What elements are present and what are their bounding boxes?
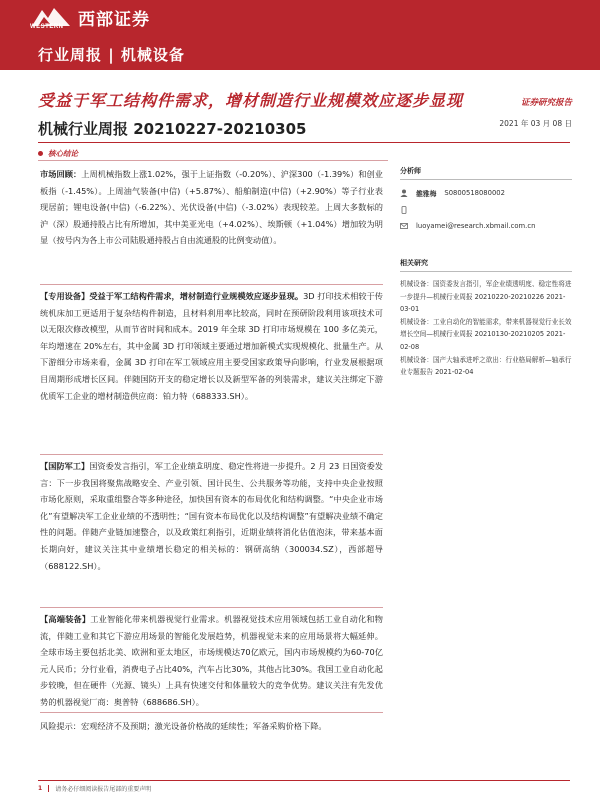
section-divider [40,454,383,455]
report-label: 证券研究报告 [520,98,572,108]
section-lead: 【高端装备】 [40,614,91,624]
paragraph [40,166,383,249]
section-divider [40,607,383,608]
header-band [0,0,600,70]
section-defense [40,458,383,574]
section-risk [40,718,383,735]
paragraph [40,458,383,574]
related-divider [400,271,572,272]
related-list [400,278,572,379]
section-text: 上周机械指数上涨1.02%，强于上证指数（-0.20%）、沪深300（-1.39%）和创业板指（-1.45%）。上周油气装备(中信)（+5.87%）、船舶制造(中信)（+2.90%）等子行业表现居前；锂电设备(中信)（-6.22%）、光伏设备(中信)（-3.02%）表现较差。上周大多数标的沪（深）股通持股占比有所增加，其中美亚光电（+4.02%）、埃斯顿（+1.04%）增加较为明显（按号内为各上市公司陆股通持股占自由流通股的比例变动值）。 [40,169,383,246]
report-date: 2021 年 03 月 08 日 [499,119,572,128]
section-high-end-equipment [40,611,383,711]
footer-disclaimer: 请务必仔细阅读报告尾部的重要声明 [55,786,152,793]
section-text: 国资委发言指引，军工企业绩효明度、稳定性将进一步提升。2 月 23 日国资委发言：下一步我国将聚焦战略安全、产业引领、国计民生、公共服务等功能，支持中央企业按照市场化原则，采取重组整合等多种途径，加快国有资本的布局优化和结构调整。“中央企业市场化”有望解决军工企业业绩的不透明性；“国有资本布局优化以及结构调整”有望解决业绩不确定性的问题。伴随产业链加速整合，以及政策红利指引，近期业绩将消化估值泡沫，带来基本面长期向好，建议关注其中业绩增长稳定的相关标的：钢研高纳（300034.SZ），西部超导（688122.SH）。 [40,461,383,571]
sidebar [400,166,572,379]
analyst-name: 雒雅梅 [416,190,437,198]
footer [38,784,151,793]
analyst-cert: S0800518080002 [444,189,505,197]
page-number: 1 [38,785,43,792]
section-text: 3D 打印技术相较于传统机床加工更适用于复杂结构件制造，且材料利用率比较高，同时在预研阶段利用该项技术可以无限次修改模型，从而节省时间和成本。2019 年全球 3D 打印市场规模在 100 多亿美元，年均增速在 20%左右，其中金属 3D 打印领域主要通过增加新模式实现规模化、批量生产。从下游细分市场来看，金属 3D 打印在军工领域应用主要受国家政策导向影响，行业发展根据项目周期形成增长区间。伴随国防开支的稳定增长以及新型军备的列装需求，建议关注绑定下游优质军工企业的增材制造供应商：铂力特（688333.SH）。 [40,291,383,401]
footer-divider [38,780,570,781]
related-item[interactable]: 机械设备：国产大轴承进呼之欲出：行业格局解析—轴承行业专题报告 2021-02-04 [400,355,572,377]
person-icon [400,189,408,197]
title-divider [38,142,570,143]
email-icon [400,222,408,230]
report-title: 受益于军工结构件需求，增材制造行业规模效应逐步显现 [38,91,464,110]
analyst-heading: 分析师 [400,167,421,175]
section-market-review [40,166,383,249]
related-item[interactable]: 机械设备：国资委发言指引，军企业绩透明度、稳定性将进一步提升—机械行业周报 20210220-20210226 2021-03-01 [400,280,572,314]
footer-separator [48,785,49,792]
report-subtitle: 机械行业周报 20210227-20210305 [38,120,307,138]
related-item[interactable]: 机械设备：工业自动化的智能需求，带来机器视觉行业长效增长空间—机械行业周报 20210130-20210205 2021-02-08 [400,317,572,351]
analyst-divider [400,179,572,180]
paragraph [40,611,383,711]
analyst-email-row [400,222,572,230]
section-lead: 【专用设备】受益于军工结构件需求，增材制造行业规模效应逐步显现。 [40,291,304,301]
core-divider [38,160,388,161]
report-type: 行业周报 | 机械设备 [38,46,185,64]
section-text: 工业智能化带来机器视觉行业需求。机器视觉技术应用领域包括工业自动化和物流，伴随工业和其它下游应用场景的智能化发展趋势，机器视觉未来的应用场景将大幅延伸。全球市场主要包括北美、欧洲和亚太地区，市场规模达70亿欧元，国内市场规模约为60-70亿元人民币；分行业看，消费电子占比40%，汽车占比30%，其他占比30%。我国工业自动化起步较晚，但在硬件（光源、镜头）上具有快速交付和体量较大的竞争优势。建议关注有先发优势的机器视觉厂商：奥普特（688686.SH）。 [40,614,383,707]
core-conclusion-heading [38,148,78,159]
risk-paragraph: 风险提示：宏观经济不及预期；激光设备价格战的延续性；军备采购价格下降。 [40,721,327,731]
section-divider [40,712,383,713]
section-lead: 市场回顾： [40,169,82,179]
logo-english: WESTERN [30,24,64,30]
core-conclusion-label: 核心结论 [48,149,78,158]
phone-icon [400,206,408,214]
section-lead: 【国防军工】 [40,461,90,471]
related-heading: 相关研究 [400,259,428,267]
section-special-equipment [40,288,383,404]
analyst-email[interactable]: luoyamei@research.xbmail.com.cn [416,222,536,230]
section-divider [40,284,383,285]
analyst-row [400,188,572,198]
paragraph [40,288,383,404]
logo-chinese: 西部证券 [78,10,150,30]
analyst-phone-row [400,206,572,214]
bullet-icon [38,151,43,156]
